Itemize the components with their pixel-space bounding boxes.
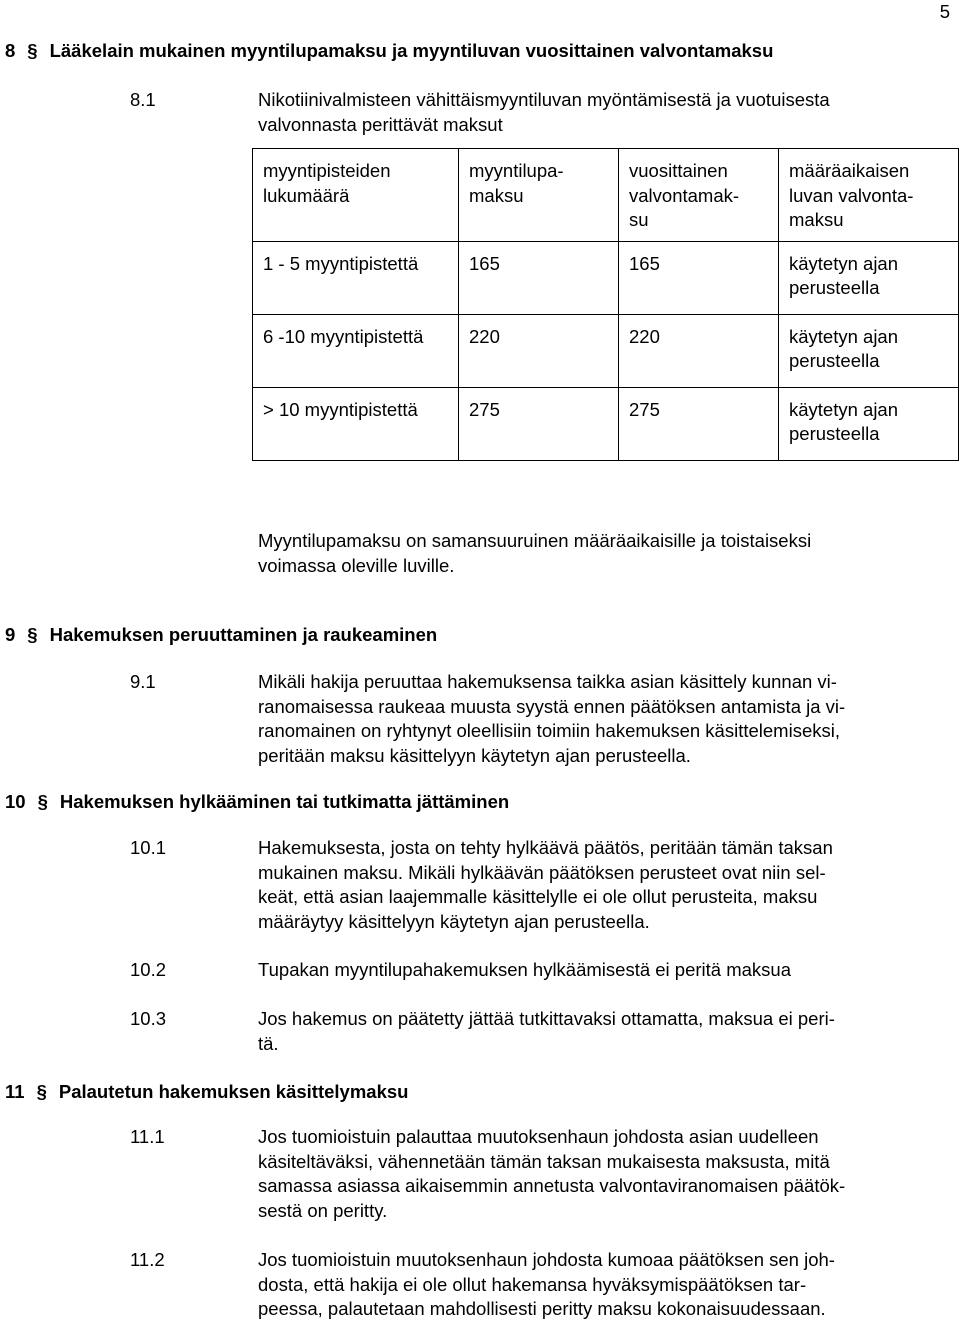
table-cell: 165 <box>459 241 619 314</box>
section-11-1-text: Jos tuomioistuin palauttaa muutoksenhaun johdosta asian uudelleen käsiteltäväksi, vähennetään tämän taksan mukaisesta maksusta, mitä samassa asiassa aikaisemmin annetusta valvontaviranomaisen päätök- sestä on peritty. <box>258 1126 846 1221</box>
table-cell: 1 - 5 myyntipistettä <box>253 241 459 314</box>
section-sign-icon: § <box>37 791 48 812</box>
table-cell: käytetyn ajan perusteella <box>779 241 959 314</box>
section-8-1-text: Nikotiinivalmisteen vähittäismyyntiluvan myöntämisestä ja vuotuisesta valvonnasta perittävät maksut <box>258 89 830 135</box>
section-11-2-text: Jos tuomioistuin muutoksenhaun johdosta kumoaa päätöksen sen joh- dosta, että hakija ei ole ollut hakemansa hyväksymispäätöksen tar- peessa, palautetaan mahdollisesti peritty maksu kokonaisuudessaan. <box>258 1249 835 1319</box>
section-11-title: Palautetun hakemuksen käsittelymaksu <box>58 1081 409 1102</box>
section-9-heading <box>5 623 437 648</box>
fee-table-header: vuosittainen valvontamak- su <box>619 149 779 242</box>
fee-table-header: myyntipisteiden lukumäärä <box>253 149 459 242</box>
fee-table-header: myyntilupa- maksu <box>459 149 619 242</box>
section-9-title: Hakemuksen peruuttaminen ja raukeaminen <box>49 624 438 645</box>
table-cell: 6 -10 myyntipistettä <box>253 314 459 387</box>
section-11-number: 11 <box>5 1081 25 1102</box>
section-9-1-text: Mikäli hakija peruuttaa hakemuksensa taikka asian käsittely kunnan vi- ranomaisessa raukeaa muusta syystä ennen päätöksen antamista ja vi- ranomainen on ryhtynyt oleellisiin toimiin hakemuksen käsittelemiseksi, peritään maksu käsittelyyn käytetyn ajan perusteella. <box>258 671 846 766</box>
section-11-1-number: 11.1 <box>130 1126 165 1147</box>
table-row <box>253 314 959 387</box>
table-cell: käytetyn ajan perusteella <box>779 314 959 387</box>
page-number: 5 <box>939 1 950 22</box>
table-cell: > 10 myyntipistettä <box>253 387 459 460</box>
fee-table-header: määräaikaisen luvan valvonta- maksu <box>779 149 959 242</box>
section-10-1-text: Hakemuksesta, josta on tehty hylkäävä päätös, peritään tämän taksan mukainen maksu. Mikäli hylkäävän päätöksen perusteet ovat niin sel- keät, että asian laajemmalle käsittelylle ei ole ollut perusteita, maksu määräytyy käsittelyyn käytetyn ajan perusteella. <box>258 837 833 932</box>
section-10-heading <box>5 790 509 815</box>
section-10-number: 10 <box>5 791 26 812</box>
table-cell: käytetyn ajan perusteella <box>779 387 959 460</box>
table-cell: 220 <box>619 314 779 387</box>
section-11-heading <box>5 1080 408 1105</box>
section-9-1-number: 9.1 <box>130 671 156 692</box>
section-10-3-text: Jos hakemus on päätetty jättää tutkittavaksi ottamatta, maksua ei peri- tä. <box>258 1008 835 1054</box>
section-8-number: 8 <box>5 40 16 61</box>
table-row <box>253 241 959 314</box>
section-8-heading <box>5 39 773 64</box>
section-9-number: 9 <box>5 624 16 645</box>
section-11-2-number: 11.2 <box>130 1249 165 1270</box>
table-cell: 165 <box>619 241 779 314</box>
section-10-2-number: 10.2 <box>130 959 167 980</box>
table-cell: 275 <box>459 387 619 460</box>
section-sign-icon: § <box>27 624 38 645</box>
section-sign-icon: § <box>36 1081 47 1102</box>
section-8-title: Lääkelain mukainen myyntilupamaksu ja myyntiluvan vuosittainen valvontamaksu <box>49 40 774 61</box>
table-cell: 275 <box>619 387 779 460</box>
fee-table-header-row <box>253 149 959 242</box>
section-8-1-number: 8.1 <box>130 89 156 110</box>
section-8-note: Myyntilupamaksu on samansuuruinen määräaikaisille ja toistaiseksi voimassa oleville luville. <box>258 530 812 576</box>
section-10-3-number: 10.3 <box>130 1008 167 1029</box>
table-row <box>253 387 959 460</box>
section-10-1-number: 10.1 <box>130 837 167 858</box>
fee-table <box>252 148 959 461</box>
table-cell: 220 <box>459 314 619 387</box>
section-10-2-text: Tupakan myyntilupahakemuksen hylkäämisestä ei peritä maksua <box>258 959 791 980</box>
section-10-title: Hakemuksen hylkääminen tai tutkimatta jättäminen <box>59 791 510 812</box>
section-sign-icon: § <box>27 40 38 61</box>
